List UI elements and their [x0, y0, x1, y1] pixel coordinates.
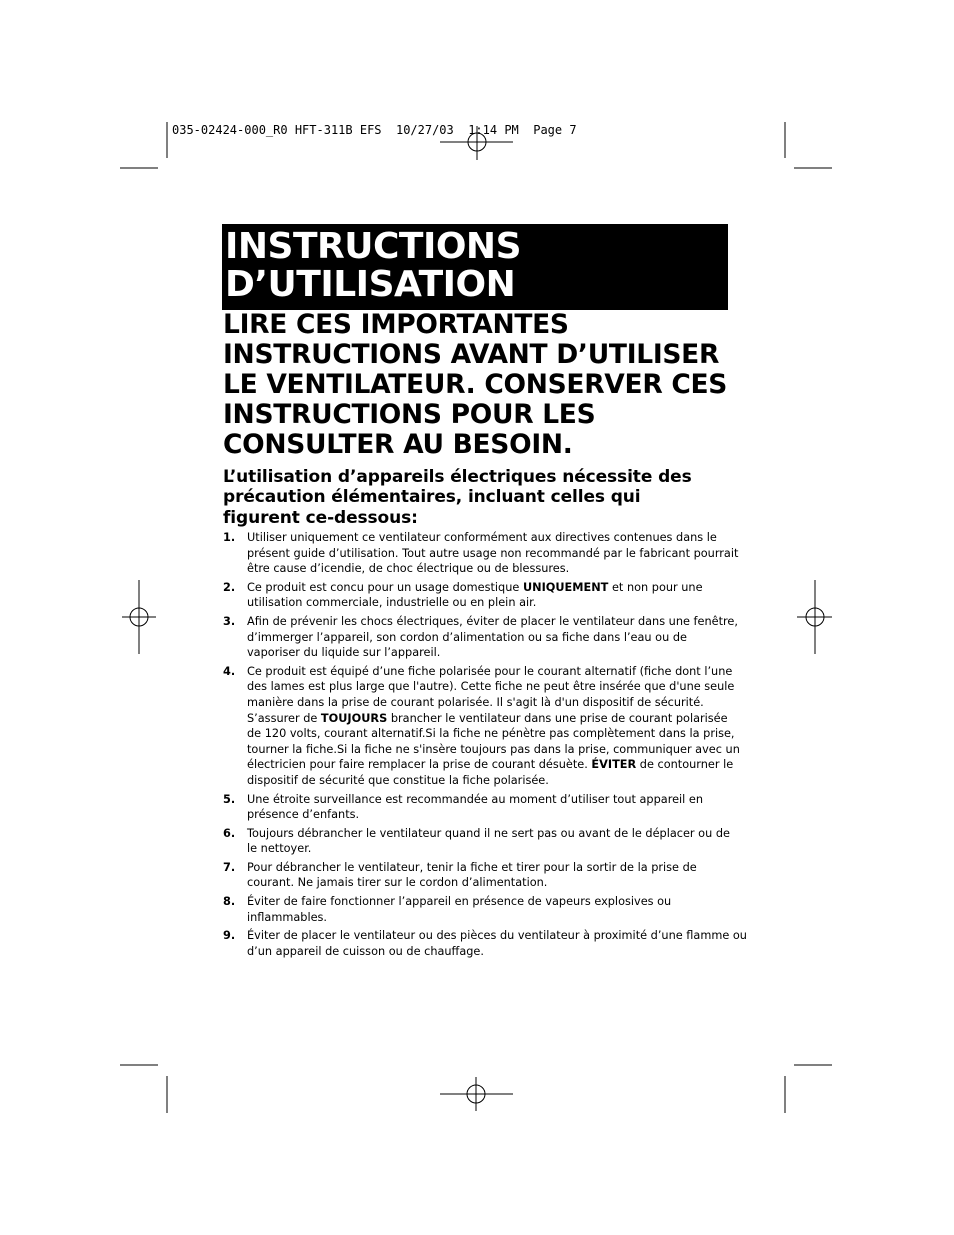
item-line: tourner la fiche.Si la fiche ne s'insère toujours pas dans la prise, communiquer avec un	[247, 742, 740, 756]
list-item	[223, 894, 728, 925]
heading-line: LIRE CES IMPORTANTES	[223, 309, 569, 340]
text-run: et non pour une	[608, 580, 703, 594]
intro-line: L’utilisation d’appareils électriques nécessite des	[223, 467, 692, 487]
item-number: 5.	[223, 792, 236, 806]
item-text	[247, 664, 740, 789]
item-line	[247, 757, 734, 773]
text-run: Ce produit est concu pour un usage domestique	[247, 580, 523, 594]
list-item	[223, 928, 747, 959]
text-run: brancher le ventilateur dans une prise de courant polarisée	[387, 711, 728, 725]
intro-statement	[223, 467, 733, 528]
intro-line: précaution élémentaires, incluant celles qui	[223, 487, 641, 508]
text-run: de contourner le	[636, 758, 734, 772]
registration-mark-right	[797, 580, 832, 654]
list-item	[223, 530, 739, 577]
item-number: 9.	[223, 929, 236, 943]
emphasis-toujours: TOUJOURS	[320, 711, 388, 725]
item-number: 3.	[223, 614, 236, 628]
emphasis-eviter: ÉVITER	[591, 758, 637, 772]
registration-mark-bottom	[440, 1077, 513, 1111]
item-line: des lames est plus large que l'autre). Cette fiche ne peut être insérée que d'une seule	[247, 680, 735, 694]
list-item	[223, 826, 728, 857]
item-line: Utiliser uniquement ce ventilateur conformément aux directives contenues dans le	[247, 531, 717, 544]
list-item	[223, 664, 740, 789]
item-line: d’un appareil de cuisson ou de chauffage.	[247, 944, 484, 958]
heading-line: INSTRUCTIONS AVANT D’UTILISER	[223, 339, 720, 370]
item-line	[247, 711, 728, 727]
item-line: Pour débrancher le ventilateur, tenir la fiche et tirer pour la sortir de la prise de	[247, 860, 697, 874]
list-item	[223, 614, 738, 661]
item-line: Éviter de placer le ventilateur ou des pièces du ventilateur à proximité d’une flamme ou	[247, 929, 747, 943]
text-run: S’assurer de	[247, 711, 321, 725]
item-line: courant. Ne jamais tirer sur le cordon d’alimentation.	[247, 876, 548, 890]
item-number: 2.	[223, 580, 236, 594]
item-text	[247, 860, 728, 891]
item-number: 8.	[223, 895, 236, 909]
list-item	[223, 580, 728, 611]
item-text	[247, 792, 728, 823]
registration-mark-left	[122, 580, 156, 654]
page-title-banner	[222, 224, 728, 310]
item-line: être cause d’icendie, de choc électrique ou de blessures.	[247, 562, 570, 576]
item-line: utilisation commerciale, industrielle ou en plein air.	[247, 596, 537, 610]
heading-line: CONSULTER AU BESOIN.	[223, 429, 573, 460]
emphasis-uniquement: UNIQUEMENT	[522, 580, 609, 594]
heading-line: LE VENTILATEUR. CONSERVER CES	[223, 369, 728, 400]
item-text	[247, 580, 728, 611]
item-text	[247, 826, 728, 857]
item-text	[247, 530, 739, 577]
item-line	[247, 580, 728, 596]
item-line: de 120 volts, courant alternatif.Si la fiche ne pénètre pas complètement dans la prise,	[247, 727, 735, 741]
item-number: 6.	[223, 826, 236, 840]
item-line: vaporiser du liquide sur l’appareil.	[247, 646, 441, 660]
safety-instructions-list	[223, 530, 747, 962]
safety-warning-heading	[223, 310, 733, 460]
list-item	[223, 860, 728, 891]
item-line: Toujours débrancher le ventilateur quand il ne sert pas ou avant de le déplacer ou de	[247, 826, 730, 840]
item-number: 1.	[223, 531, 236, 544]
item-line: dispositif de sécurité que constitue la fiche polarisée.	[247, 773, 549, 787]
item-text	[247, 928, 747, 959]
item-line: Afin de prévenir les chocs électriques, éviter de placer le ventilateur dans une fenêtre,	[247, 614, 738, 628]
item-line: inflammables.	[247, 910, 328, 924]
item-line: présent guide d’utilisation. Tout autre usage non recommandé par le fabricant pourrait	[247, 546, 739, 560]
heading-line: INSTRUCTIONS POUR LES	[223, 399, 596, 430]
item-line: Ce produit est équipé d’une fiche polarisée pour le courant alternatif (fiche dont l’une	[247, 664, 733, 678]
text-run: électricien pour faire remplacer la prise de courant désuète.	[247, 758, 592, 772]
item-text	[247, 894, 728, 925]
list-item	[223, 792, 728, 823]
print-slug-line: 035-02424-000_R0 HFT-311B EFS 10/27/03 1:14 PM Page 7	[172, 123, 577, 137]
item-line: d’immerger l’appareil, son cordon d’alimentation ou sa fiche dans l’eau ou de	[247, 630, 687, 644]
item-number: 7.	[223, 860, 236, 874]
page-title-line: INSTRUCTIONS	[225, 226, 521, 267]
item-line: Éviter de faire fonctionner l’appareil en présence de vapeurs explosives ou	[247, 895, 672, 909]
item-line: le nettoyer.	[247, 842, 312, 856]
item-text	[247, 614, 738, 661]
item-line: Une étroite surveillance est recommandée au moment d’utiliser tout appareil en	[247, 792, 704, 806]
page-title-line: D’UTILISATION	[225, 264, 516, 305]
item-line: présence d’enfants.	[247, 808, 360, 822]
item-line: manière dans la prise de courant polarisée. Il s'agit là d'un dispositif de sécurité.	[247, 695, 704, 709]
item-number: 4.	[223, 664, 236, 678]
intro-line: figurent ce-dessous:	[223, 507, 418, 528]
